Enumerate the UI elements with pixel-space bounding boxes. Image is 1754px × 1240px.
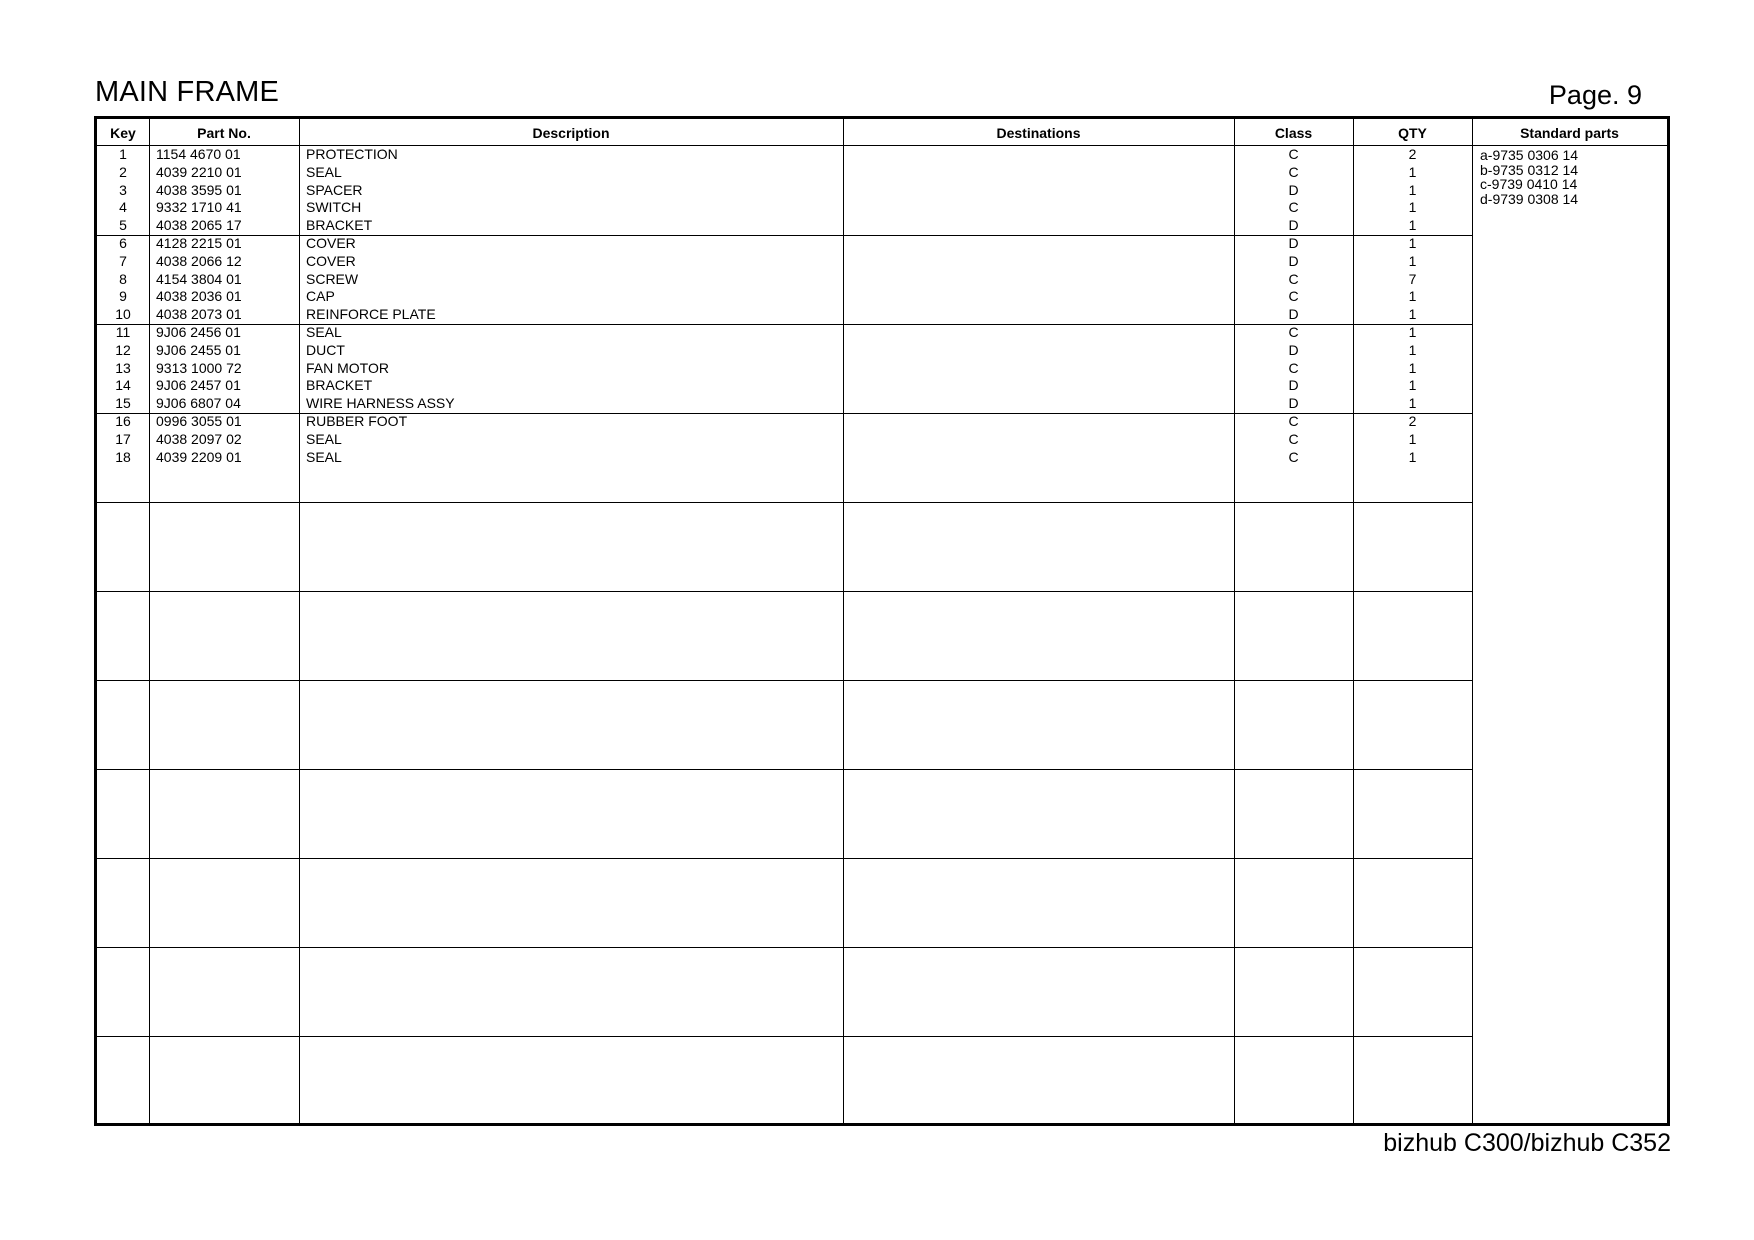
key-cell: 11 [115, 324, 131, 340]
description-cell: SCREW [306, 270, 359, 287]
key-cell: 8 [119, 270, 127, 287]
description-cell: RUBBER FOOT [306, 413, 408, 429]
header-key: Key [110, 125, 136, 141]
class-cell: C [1288, 163, 1299, 180]
table-row [97, 342, 1667, 360]
description-cell: CAP [306, 288, 335, 305]
class-cell: C [1288, 146, 1299, 162]
class-cell: D [1288, 377, 1299, 394]
part-number-cell: 4038 2073 01 [156, 306, 242, 323]
part-number-cell: 4038 2066 12 [156, 252, 242, 269]
description-cell: REINFORCE PLATE [306, 306, 436, 323]
group-divider [97, 858, 1472, 859]
description-cell: SEAL [306, 324, 342, 340]
standard-part: b-9735 0312 14 [1480, 161, 1579, 178]
description-cell: BRACKET [306, 377, 373, 394]
part-number-cell: 4038 3595 01 [156, 181, 242, 198]
header-standard-parts: Standard parts [1520, 125, 1619, 141]
key-cell: 5 [119, 217, 127, 234]
description-cell: WIRE HARNESS ASSY [306, 395, 455, 412]
qty-cell: 2 [1408, 413, 1417, 429]
table-row [97, 449, 1667, 467]
header-qty: QTY [1398, 125, 1427, 141]
part-number-cell: 9332 1710 41 [156, 199, 242, 216]
standard-part: a-9735 0306 14 [1480, 147, 1579, 163]
description-cell: SEAL [306, 430, 342, 447]
table-row [97, 182, 1667, 200]
standard-parts-list [1480, 148, 1578, 206]
class-cell: C [1288, 413, 1299, 429]
description-cell: SWITCH [306, 199, 362, 216]
class-cell: C [1288, 288, 1299, 305]
qty-cell: 1 [1408, 377, 1417, 394]
key-cell: 1 [119, 146, 127, 162]
key-cell: 7 [119, 252, 127, 269]
key-cell: 2 [119, 163, 127, 180]
class-cell: D [1288, 235, 1299, 251]
part-number-cell: 9313 1000 72 [156, 359, 242, 376]
qty-cell: 1 [1408, 235, 1417, 251]
description-cell: COVER [306, 235, 356, 251]
key-cell: 9 [119, 288, 127, 305]
key-cell: 18 [115, 448, 131, 465]
class-cell: C [1288, 270, 1299, 287]
class-cell: D [1288, 181, 1299, 198]
qty-cell: 1 [1408, 430, 1417, 447]
qty-cell: 1 [1408, 252, 1417, 269]
page-number: Page. 9 [1548, 80, 1642, 110]
qty-cell: 7 [1408, 270, 1417, 287]
part-number-cell: 9J06 2455 01 [156, 341, 241, 358]
group-divider [97, 680, 1472, 681]
class-cell: D [1288, 341, 1299, 358]
group-divider [97, 591, 1472, 592]
parts-table [94, 116, 1670, 1126]
qty-cell: 1 [1408, 199, 1417, 216]
description-cell: PROTECTION [306, 146, 398, 162]
header-part-no: Part No. [197, 125, 251, 141]
qty-cell: 1 [1408, 288, 1417, 305]
key-cell: 14 [115, 377, 131, 394]
key-cell: 15 [115, 395, 131, 412]
header-destinations: Destinations [996, 125, 1081, 141]
class-cell: D [1288, 395, 1299, 412]
class-cell: D [1288, 306, 1299, 323]
part-number-cell: 0996 3055 01 [156, 413, 242, 429]
qty-cell: 2 [1408, 146, 1417, 162]
class-cell: C [1288, 448, 1299, 465]
standard-part: d-9739 0308 14 [1480, 190, 1579, 207]
table-row [97, 324, 1667, 342]
qty-cell: 1 [1408, 359, 1417, 376]
group-divider [97, 769, 1472, 770]
part-number-cell: 9J06 6807 04 [156, 395, 241, 412]
class-cell: D [1288, 217, 1299, 234]
class-cell: C [1288, 324, 1299, 340]
header-class: Class [1274, 125, 1313, 141]
part-number-cell: 4038 2036 01 [156, 288, 242, 305]
table-row [97, 413, 1667, 431]
key-cell: 10 [115, 306, 131, 323]
description-cell: COVER [306, 252, 356, 269]
table-row [97, 199, 1667, 217]
table-row [97, 271, 1667, 289]
part-number-cell: 4039 2209 01 [156, 448, 242, 465]
part-number-cell: 4038 2065 17 [156, 217, 242, 234]
key-cell: 13 [115, 359, 131, 376]
qty-cell: 1 [1408, 448, 1417, 465]
key-cell: 4 [119, 199, 127, 216]
page-title: MAIN FRAME [95, 76, 280, 108]
table-row [97, 395, 1667, 413]
class-cell: C [1288, 359, 1299, 376]
description-cell: SEAL [306, 448, 342, 465]
table-row [97, 146, 1667, 164]
key-cell: 12 [115, 341, 131, 358]
part-number-cell: 1154 4670 01 [156, 146, 241, 162]
class-cell: D [1288, 252, 1299, 269]
class-cell: C [1288, 199, 1299, 216]
model-name: bizhub C300/bizhub C352 [1383, 1129, 1671, 1157]
part-number-cell: 9J06 2457 01 [156, 377, 241, 394]
part-number-cell: 9J06 2456 01 [156, 324, 241, 340]
key-cell: 17 [115, 430, 131, 447]
table-row [97, 431, 1667, 449]
qty-cell: 1 [1408, 181, 1417, 198]
standard-part: c-9739 0410 14 [1480, 176, 1578, 192]
table-row [97, 306, 1667, 324]
description-cell: BRACKET [306, 217, 373, 234]
qty-cell: 1 [1408, 163, 1417, 180]
group-divider [97, 947, 1472, 948]
table-row [97, 253, 1667, 271]
part-number-cell: 4038 2097 02 [156, 430, 242, 447]
qty-cell: 1 [1408, 341, 1417, 358]
table-row [97, 360, 1667, 378]
part-number-cell: 4154 3804 01 [156, 270, 242, 287]
description-cell: SEAL [306, 163, 342, 180]
description-cell: SPACER [306, 181, 363, 198]
key-cell: 16 [115, 413, 131, 429]
group-divider [97, 502, 1472, 503]
table-row [97, 377, 1667, 395]
qty-cell: 1 [1408, 395, 1417, 412]
header-description: Description [532, 125, 610, 141]
description-cell: DUCT [306, 341, 345, 358]
table-row [97, 288, 1667, 306]
class-cell: C [1288, 430, 1299, 447]
table-row [97, 161, 1667, 182]
qty-cell: 1 [1408, 324, 1417, 340]
description-cell: FAN MOTOR [306, 359, 389, 376]
part-number-cell: 4128 2215 01 [156, 235, 242, 251]
key-cell: 3 [119, 181, 127, 198]
table-row [97, 235, 1667, 253]
key-cell: 6 [119, 235, 127, 251]
qty-cell: 1 [1408, 306, 1417, 323]
table-row [97, 217, 1667, 235]
part-number-cell: 4039 2210 01 [156, 163, 242, 180]
qty-cell: 1 [1408, 217, 1417, 234]
group-divider [97, 1036, 1472, 1037]
